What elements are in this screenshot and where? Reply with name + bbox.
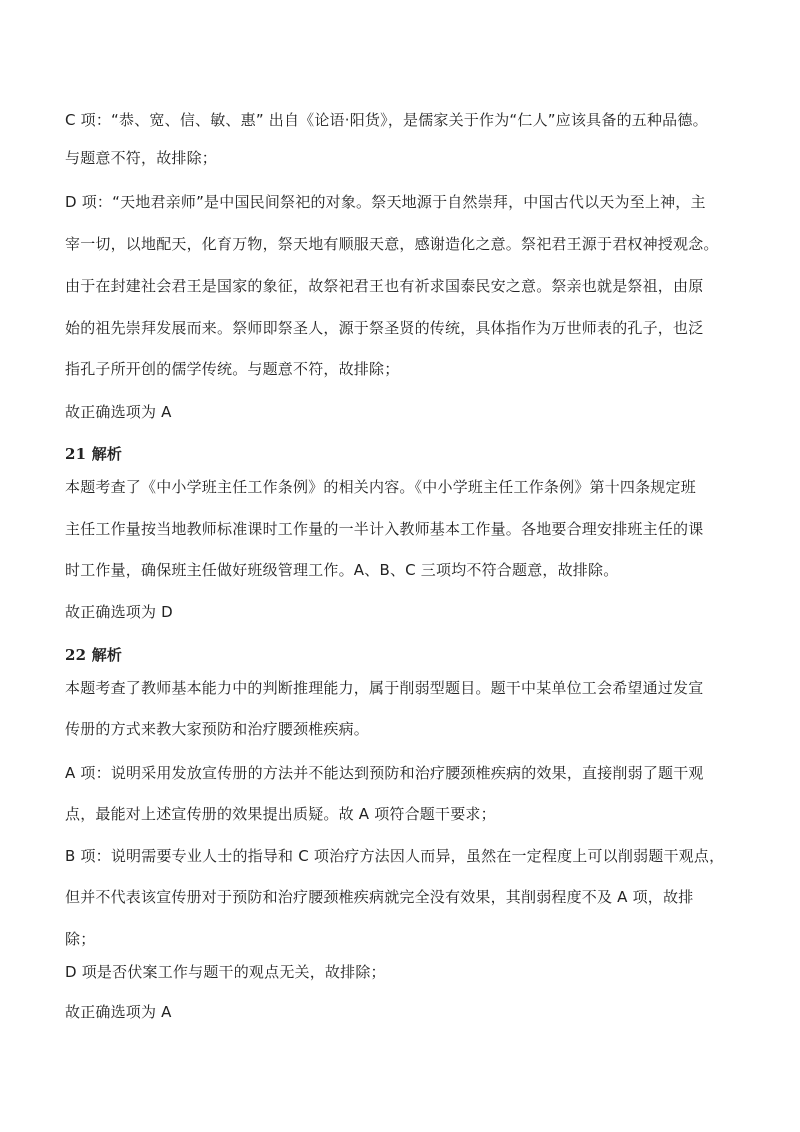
q22-option-a-line-2: 点，最能对上述宣传册的效果提出质疑。故 A 项符合题干要求； (65, 805, 496, 823)
q22-line-2: 传册的方式来教大家预防和治疗腰颈椎疾病。 (65, 720, 370, 738)
q21-line-1: 本题考查了《中小学班主任工作条例》的相关内容。《中小学班主任工作条例》第十四条规定班 (65, 478, 696, 496)
q22-option-d-line: D 项是否伏案工作与题干的观点无关，故排除； (65, 963, 386, 981)
q21-line-3: 时工作量，确保班主任做好班级管理工作。A、B、C 三项均不符合题意，故排除。 (65, 561, 619, 579)
q21-line-2: 主任工作量按当地教师标准课时工作量的一半计入教师基本工作量。各地要合理安排班主任的课 (65, 520, 704, 538)
option-c-line-2: 与题意不符，故排除； (65, 149, 218, 167)
option-c-line-1: C 项：“恭、宽、信、敏、惠” 出自《论语·阳货》，是儒家关于作为“仁人”应该具备的五种品德。 (65, 111, 708, 129)
q22-option-b-line-1: B 项：说明需要专业人士的指导和 C 项治疗方法因人而异，虽然在一定程度上可以削弱题干观点， (65, 847, 725, 865)
answer-line-22: 故正确选项为 A (65, 1003, 172, 1021)
option-d-line-3: 由于在封建社会君王是国家的象征，故祭祀君王也有祈求国泰民安之意。祭亲也就是祭祖，由原 (65, 277, 704, 295)
section-heading-22: 22 解析 (65, 646, 123, 664)
q22-line-1: 本题考查了教师基本能力中的判断推理能力，属于削弱型题目。题干中某单位工会希望通过发宣 (65, 679, 704, 697)
option-d-line-4: 始的祖先崇拜发展而来。祭师即祭圣人，源于祭圣贤的传统，具体指作为万世师表的孔子，也泛 (65, 319, 704, 337)
answer-line-20: 故正确选项为 A (65, 403, 172, 421)
q22-option-b-line-2: 但并不代表该宣传册对于预防和治疗腰颈椎疾病就完全没有效果，其削弱程度不及 A 项，故排 (65, 888, 694, 906)
answer-line-21: 故正确选项为 D (65, 603, 173, 621)
option-d-line-5: 指孔子所开创的儒学传统。与题意不符，故排除； (65, 360, 400, 378)
section-heading-21: 21 解析 (65, 445, 123, 463)
q22-option-b-line-3: 除； (65, 930, 96, 948)
q22-option-a-line-1: A 项：说明采用发放宣传册的方法并不能达到预防和治疗腰颈椎疾病的效果，直接削弱了题干观 (65, 764, 704, 782)
option-d-line-2: 宰一切，以地配天，化育万物，祭天地有顺服天意，感谢造化之意。祭祀君王源于君权神授观念。 (65, 235, 719, 253)
option-d-line-1: D 项：“天地君亲师”是中国民间祭祀的对象。祭天地源于自然崇拜，中国古代以天为至上神，主 (65, 193, 706, 211)
